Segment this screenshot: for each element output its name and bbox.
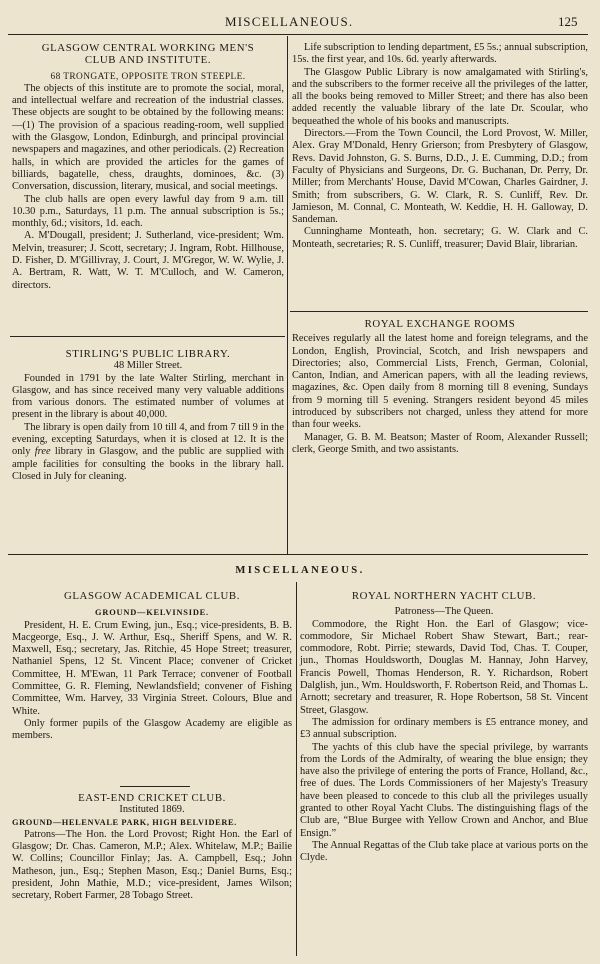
yacht-club-officers: Commodore, the Right Hon. the Earl of Glasgow; vice-commodore, Sir Michael Robert Shaw Stewart, Bart.; rear-commodore, Robt. Pirrie; stewards, David Tod, Chas. T. Couper, jun., Thomas Houldsworth, Douglas M. Hannay, John Harvey, Francis Powell, Thomas Henderson, R. Y. Richardson, Robert Dalglish, jun., Wm. Houldsworth, F. Robertson Reid, and Thomas L. Arnott; secretary and treasurer, R. Hope Robertson, 58 St. Vincent Street, Glasgow. [300,618,588,716]
central-club-title-2: CLUB AND INSTITUTE. [84,54,212,67]
section-rule-central [10,336,285,337]
stirling-hours-part-a: The library is open daily from 10 till 4, and from 7 till 9 in the evening, excepting Saturdays, when it is closed at 12. It is the only [12,421,284,458]
central-club-hours: The club halls are open every lawful day from 9 a.m. till 10.30 p.m., Saturdays, 11 p.m. The annual subscription is 5s.; monthly, 6d.; visitors, 1d. each. [12,193,284,230]
bottom-column-divider [296,582,297,956]
east-end-club-title: EAST-END CRICKET CLUB. [78,792,226,804]
central-club-title-1: GLASGOW CENTRAL WORKING MEN'S [41,42,255,54]
east-end-club-instituted: Instituted 1869. [119,804,185,816]
yacht-club-regattas: The Annual Regattas of the Club take place at various ports on the Clyde. [300,839,588,864]
east-end-club-officers: Patrons—The Hon. the Lord Provost; Right Hon. the Earl of Glasgow; Dr. Chas. Cameron, M.P.; Alex. Whitelaw, M.P.; Bailie W. Collins; Councillor Finlay; Jas. A. Campbell, Esq.; John Matheson, jun., Esq.; Stephen Mason, Esq.; Daniel Burns, Esq.; president, John Mathie, M.D.; vice-president, James Wilson; secretary, Robert Farmer, 28 Tobago Street. [12,828,292,902]
royal-exchange-staff: Manager, G. B. M. Beatson; Master of Room, Alexander Russell; clerk, George Smith, and two assistants. [292,431,588,455]
right-top-column [292,42,588,251]
east-end-club-ground: GROUND—HELENVALE PARK, HIGH BELVIDERE. [12,817,237,827]
stirling-library-section [12,348,284,483]
library-directors: Directors.—From the Town Council, the Lord Provost, W. Miller, Alex. Gray M'Donald, Henry Grierson; from Presbytery of Glasgow, Revs. David Johnston, G. S. Burns, D.D., J. E. Cumming, D.D.; from Faculty of Physicians and Surgeons, Dr. G. Buchanan, Dr. Perry, Dr. Miller; from Merchants' House, David M'Cowan, Charles Gairdner, J. Smith; from subscribers, G. W. Clark, R. S. Cunliff, Rev. Dr. Jamieson, M. Connal, C. Monteath, W. Keddie, H. H. Galloway, D. Sandeman. [292,128,588,226]
central-club-address: 68 TRONGATE, OPPOSITE TRON STEEPLE. [50,71,246,82]
academical-club-title: GLASGOW ACADEMICAL CLUB. [63,590,241,602]
header-rule [8,34,588,35]
central-club-officers: A. M'Dougall, president; J. Sutherland, vice-president; Wm. Melvin, treasurer; J. Scott, secretary; J. Ingram, Robt. Hillhouse, D. Fisher, D. M'Gillivray, J. Court, J. M'Gregor, W. W. Wylie, J. A. Bertram, R. Watt, W. T. M'Culloch, and W. Cameron, directors. [12,230,284,291]
library-officers: Cunninghame Monteath, hon. secretary; G. W. Clark and C. Monteath, secretaries; R. S. Cunliff, treasurer; David Blair, librarian. [292,226,588,250]
stirling-hours-free: free [34,446,51,458]
library-subscription: Life subscription to lending department, £5 5s.; annual subscription, 15s. the first year, and 10s. 6d. yearly afterwards. [292,42,588,66]
yacht-club-admission: The admission for ordinary members is £5 entrance money, and £3 annual subscription. [300,716,588,741]
section-rule-exchange [290,311,588,312]
running-title: MISCELLANEOUS. [225,14,354,29]
stirling-hours-part-b: library in Glasgow, and the public are supplied with ample facilities for consulting the books in the library hall. Closed in July for cleaning. [12,446,284,482]
royal-northern-yacht-section [300,590,588,865]
yacht-club-privileges: The yachts of this club have the special privilege, by warrants from the Lords of the Admiralty, of wearing the blue ensign; they have also the privilege of entering the ports of France, Holland, &c., free of dues. The Lords Commissioners of her Majesty's Treasury have been pleased to concede to this club all the privileges usually granted to other Royal Yacht Clubs. The distinguishing flags of the Club are, “Blue Burgee with Yellow Crown and Anchor, and Blue Ensign.” [300,741,588,839]
academical-club-eligibility: Only former pupils of the Glasgow Academy are eligible as members. [12,717,292,742]
stirling-library-history: Founded in 1791 by the late Walter Stirling, merchant in Glasgow, and has since received many very valuable additions from various donors. The estimated number of volumes at present in the library is about 40,000. [12,372,284,421]
left-top-column [12,42,284,292]
stirling-library-title: STIRLING'S PUBLIC LIBRARY. [65,348,231,360]
top-block-bottom-rule [8,554,588,555]
east-end-cricket-section [12,792,292,903]
royal-exchange-section [292,318,588,456]
central-club-objects: The objects of this institute are to promote the social, moral, and intellectual welfare and recreation of the industrial classes. These objects are sought to be obtained by the following means:—(1) The provision of a spacious reading-room, well supplied with the Glasgow, London, Edinburgh, and principal provincial newspapers and magazines, and other periodicals. (2) Recreation halls, in which are provided the articles for the games of billiards, bagatelle, chess, draughts, dominoes, &c. (3) Conversation, discussion, literary, musical, and social meetings. [12,82,284,193]
top-column-divider [287,36,288,554]
royal-exchange-title: ROYAL EXCHANGE ROOMS [364,318,516,330]
yacht-club-title: ROYAL NORTHERN YACHT CLUB. [351,590,537,602]
royal-exchange-description: Receives regularly all the latest home and foreign telegrams, and the London, English, Provincial, Scotch, and Irish newspapers and Directories; also, Commercial Lists, French, German, Colonial, Canton, Indian, and American papers, with all the leading reviews, magazines, &c. Open daily from 8 morning till 8 evening, Sundays from 9 morning till 5 evening. Strangers resident beyond 45 miles introduced by subscribers not charged, unless they attend for more than four weeks. [292,333,588,431]
library-amalgamation: The Glasgow Public Library is now amalgamated with Stirling's, and the subscribers to the former receive all the privileges of the latter, all the books being removed to Miller Street; and there has also been added recently the valuable library of the late Dr. Scoular, who bequeathed the whole of his books and manuscripts. [292,66,588,127]
left-bottom-column [12,590,292,743]
page-number: 125 [558,14,578,29]
yacht-club-patroness: Patroness—The Queen. [394,606,494,618]
academical-club-officers: President, H. E. Crum Ewing, jun., Esq.; vice-presidents, B. B. Macgeorge, Esq., J. W. Arthur, Esq., Sheriff Spens, and W. R. Maxwell, Esq.; secretary, Jas. Ritchie, 45 Hope Street; treasurer, Nathaniel Spens, 12 St. Vincent Place; convener of Cricket Committee, H. M'Ewan, 11 Park Terrace; convener of Football Committee, G. R. Fleming, Newlandsfield; convener of Fishing Committee, Wm. Harvey, 33 Virginia Street. Colours, Blue and White. [12,619,292,717]
stirling-library-hours [12,422,284,483]
section-rule-eastend [120,786,190,787]
section-heading: MISCELLANEOUS. [235,565,365,576]
running-header [0,14,600,34]
stirling-library-address: 48 Miller Street. [113,360,183,372]
academical-club-ground: GROUND—KELVINSIDE. [95,608,209,618]
